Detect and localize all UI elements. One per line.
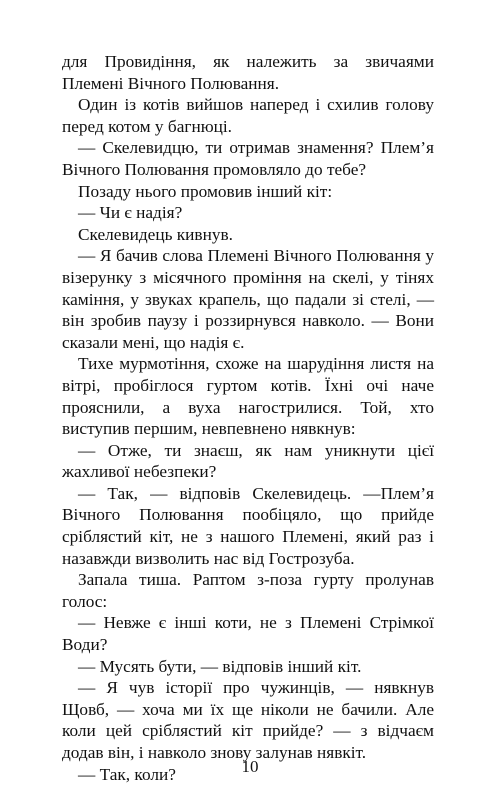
paragraph-10: — Так, — відповів Скелевидець. —Плем’я Вічного Полювання пообіцяло, що прийде сріблястий кіт, не з нашого Племені, який раз і назавжди визволить нас від Гострозуба. bbox=[62, 483, 434, 568]
paragraph-6: Скелевидець кивнув. bbox=[78, 224, 233, 244]
paragraph-11: Запала тиша. Раптом з-поза гурту пролунав голос: bbox=[62, 570, 434, 611]
paragraph-7: — Я бачив слова Племені Вічного Полювання у візерунку з місячного проміння на скелі, у тінях каміння, у звуках крапель, що падали зі стелі, — він зробив паузу і роззирнувся навколо. — Вони сказали мені, що надія є. bbox=[62, 246, 434, 352]
paragraph-5: — Чи є надія? bbox=[78, 203, 183, 223]
paragraph-8: Тихе мурмотіння, схоже на шарудіння листя на вітрі, пробіглося гуртом котів. Їхні очі наче прояснили, а вуха нагострилися. Той, хто виступив першим, невпевнено нявкнув: bbox=[62, 354, 434, 439]
paragraph-13: — Мусять бути, — відповів інший кіт. bbox=[78, 656, 362, 676]
paragraph-2: Один із котів вийшов наперед і схилив голову перед котом у багнюці. bbox=[62, 95, 434, 136]
paragraph-4: Позаду нього промовив інший кіт: bbox=[78, 181, 333, 201]
paragraph-1: для Провидіння, як належить за звичаями Племені Вічного Полювання. bbox=[62, 52, 434, 93]
paragraph-15: — Так, коли? bbox=[78, 764, 176, 784]
paragraph-14: — Я чув історії про чужинців, — нявкнув Щовб, — хоча ми їх ще ніколи не бачили. Але коли цей сріблястий кіт прийде? — з відчаєм додав він, і навколо знову залунав нявкіт. bbox=[62, 678, 434, 762]
page-body-text bbox=[62, 51, 434, 785]
paragraph-12: — Невже є інші коти, не з Племені Стрімкої Води? bbox=[62, 613, 434, 655]
paragraph-9: — Отже, ти знаєш, як нам уникнути цієї жахливої небезпеки? bbox=[62, 440, 434, 482]
page-number: 10 bbox=[241, 757, 259, 776]
paragraph-3: — Скелевидцю, ти отримав знамення? Плем’я Вічного Полювання промовляло до тебе? bbox=[62, 138, 434, 179]
